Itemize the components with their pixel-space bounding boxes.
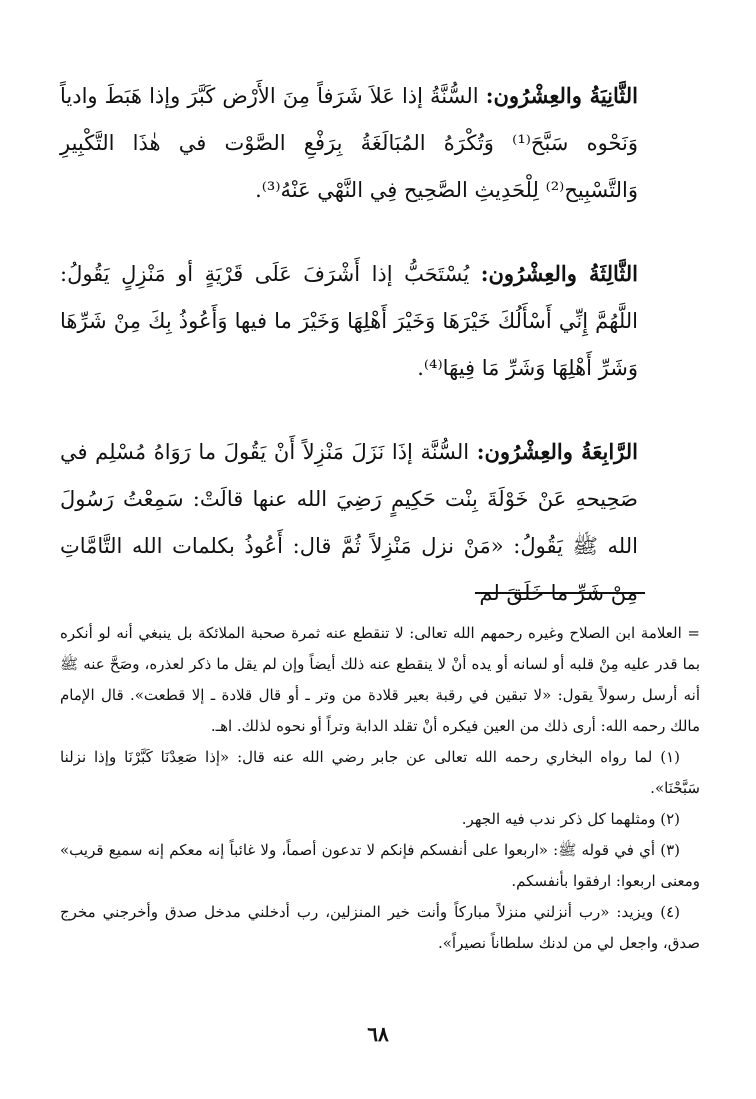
footnote-3 xyxy=(60,835,700,897)
main-text xyxy=(60,72,638,617)
footnote-text: ويزيد: «رب أنزلني منزلاً مباركاً وأنت خير المنزلين، رب أدخلني مدخل صدق وأخرجني مخرج صدق، واجعل لي من لدنك سلطاناً نصيراً». xyxy=(60,903,700,952)
footnote-text: العلامة ابن الصلاح وغيره رحمهم الله تعالى: لا تنقطع عنه ثمرة صحبة الملائكة بل ينبغي أنه لو أنكره بما قدر عليه مِنْ قلبه أو لسانه أو يده أنْ لا ينقطع عنه ذلك أيضاً وإن لم يقل ما ذكر لعذره، وصَحَّ عنه ﷺ أنه أرسل رسولاً يقول: «لا تبقين في رقبة بعير قلادة من وتر ـ أو قال قلادة ـ إلا قطعت». قال الإمام مالك رحمه الله: أرى ذلك من العين فيكره أنْ تقلد الدابة وتراً أو نحوه لذلك. اهـ. xyxy=(60,624,700,735)
footnote-marker: = xyxy=(687,624,700,642)
footnote-marker: (٤) xyxy=(660,903,680,921)
page-number: ٦٨ xyxy=(367,1022,389,1046)
footnote-text: أي في قوله ﷺ: «اربعوا على أنفسكم فإنكم لا تدعون أصماً، ولا غائباً إنه معكم إنه سميع قريب» ومعنى اربعوا: ارفقوا بأنفسكم. xyxy=(60,841,700,890)
footnote-1 xyxy=(60,742,700,804)
footnote-continuation xyxy=(60,618,700,742)
footnote-text: ومثلهما كل ذكر ندب فيه الجهر. xyxy=(461,810,656,828)
paragraph-body: السُّنَّة إذَا نَزَلَ مَنْزِلاً أَنْ يَقُولَ ما رَوَاهُ مُسْلِم في صَحِيحهِ عَنْ خَوْلَةَ بِنْت حَكِيمٍ رَضِيَ الله عنها قالَتْ: سَمِعْتُ رَسُولَ الله ﷺ يَقُولُ: «مَنْ نزل مَنْزِلاً ثُمَّ قال: أَعُوذُ بكلمات الله التَّامَّاتِ مِنْ شَرِّ ما خَلَقَ لم xyxy=(60,440,638,605)
footnote-4 xyxy=(60,897,700,959)
paragraph-heading: الرَّابِعَةُ والعِشْرُون: xyxy=(476,439,638,464)
paragraph-body: يُسْتَحَبُّ إذا أَشْرَفَ عَلَى قَرْيَةٍ أو مَنْزِلٍ يَقُولُ: اللَّهُمَّ إِنِّي أَسْأَلُكَ خَيْرَهَا وَخَيْرَ أَهْلِهَا وَخَيْرَ ما فيها وَأَعُوذُ بِكَ مِنْ شَرِّهَا وَشَرِّ أَهْلِهَا وَشَرِّ مَا فِيهَا⁽⁴⁾. xyxy=(60,262,638,380)
footnote-marker: (١) xyxy=(660,748,680,766)
paragraph-heading: الثَّالِثَةُ والعِشْرُون: xyxy=(480,261,638,286)
paragraph-23 xyxy=(60,250,638,392)
footnotes xyxy=(60,618,700,959)
footnote-separator xyxy=(475,592,645,594)
footnote-text: لما رواه البخاري رحمه الله تعالى عن جابر رضي الله عنه قال: «إذا صَعِدْنَا كَبَّرْنَا وإذا نزلنا سَبَّحْنَا». xyxy=(60,748,700,797)
paragraph-22 xyxy=(60,72,638,214)
footnote-marker: (٢) xyxy=(660,810,680,828)
paragraph-body: السُّنَّةُ إذا عَلاَ شَرَفاً مِنَ الأَرْض كَبَّرَ وإذا هَبَطَ وادياً وَنَحْوه سَبَّحَ⁽¹⁾ وَتُكْرَهُ المُبَالَغَةُ بِرَفْعِ الصَّوْت في هٰذَا التَّكْبِيرِ وَالتَّسْبِيح⁽²⁾ لِلْحَدِيثِ الصَّحِيح فِي النَّهْي عَنْهُ⁽³⁾. xyxy=(60,84,638,202)
paragraph-heading: الثَّانِيَةُ والعِشْرُون: xyxy=(485,83,638,108)
paragraph-24 xyxy=(60,428,638,617)
footnote-2 xyxy=(60,804,700,835)
footnote-marker: (٣) xyxy=(660,841,680,859)
